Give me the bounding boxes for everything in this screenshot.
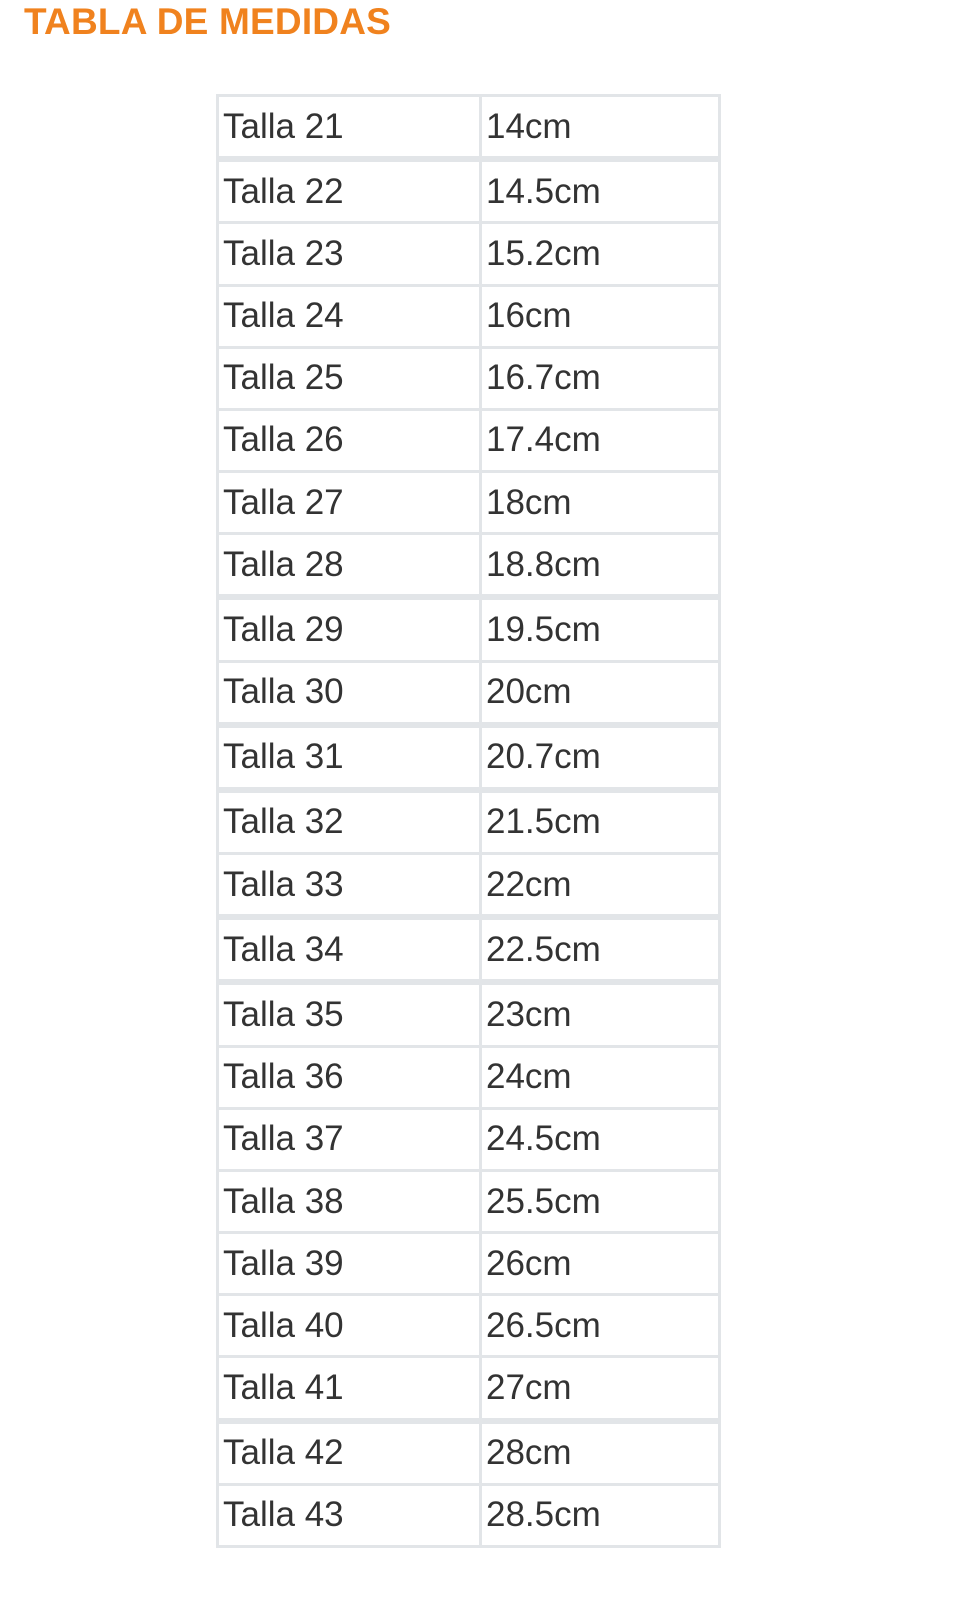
page-title: TABLA DE MEDIDAS [24,1,392,42]
table-row [219,600,718,662]
size-cell: Talla 33 [219,855,482,914]
length-cell: 26.5cm [486,1305,601,1345]
length-cell: 21.5cm [486,802,601,842]
table-row [219,728,718,793]
table-row [219,1234,718,1296]
length-cell: 15.2cm [486,233,601,273]
length-cell: 24cm [486,1057,572,1097]
length-cell: 22.5cm [486,929,601,969]
size-cell: Talla 43 [219,1486,482,1545]
length-cell: 19.5cm [486,609,601,649]
length-cell: 26cm [486,1243,572,1283]
table-row [219,162,718,224]
length-cell: 23cm [486,994,572,1034]
size-cell: Talla 24 [219,287,482,346]
length-cell: 14.5cm [486,171,601,211]
length-cell: 22cm [486,864,572,904]
length-cell: 28cm [486,1433,572,1473]
table-row [219,855,718,920]
table-row [219,985,718,1047]
size-cell: Talla 27 [219,473,482,532]
table-row [219,97,718,162]
size-cell: Talla 23 [219,224,482,283]
table-row [219,663,718,728]
length-cell: 24.5cm [486,1119,601,1159]
table-row [219,411,718,473]
size-cell: Talla 36 [219,1048,482,1107]
size-cell: Talla 40 [219,1296,482,1355]
size-cell: Talla 38 [219,1172,482,1231]
size-cell: Talla 41 [219,1358,482,1417]
size-cell: Talla 37 [219,1110,482,1169]
size-cell: Talla 21 [219,97,482,156]
table-row [219,1486,718,1545]
size-cell: Talla 39 [219,1234,482,1293]
size-table [216,94,721,1548]
size-cell: Talla 22 [219,162,482,221]
table-row [219,1424,718,1486]
size-cell: Talla 34 [219,920,482,979]
length-cell: 27cm [486,1368,572,1408]
table-row [219,793,718,855]
size-cell: Talla 25 [219,349,482,408]
size-cell: Talla 32 [219,793,482,852]
size-cell: Talla 26 [219,411,482,470]
size-cell: Talla 35 [219,985,482,1044]
size-cell: Talla 29 [219,600,482,659]
length-cell: 28.5cm [486,1495,601,1535]
length-cell: 20cm [486,672,572,712]
size-cell: Talla 30 [219,663,482,722]
table-row [219,349,718,411]
length-cell: 25.5cm [486,1181,601,1221]
length-cell: 18.8cm [486,544,601,584]
size-cell: Talla 28 [219,535,482,594]
table-row [219,1172,718,1234]
table-row [219,535,718,600]
size-cell: Talla 42 [219,1424,482,1483]
table-row [219,287,718,349]
length-cell: 16cm [486,296,572,336]
table-row [219,1358,718,1423]
length-cell: 14cm [486,106,572,146]
table-row [219,1296,718,1358]
table-row [219,224,718,286]
table-row [219,473,718,535]
table-row [219,1110,718,1172]
table-row [219,920,718,985]
size-cell: Talla 31 [219,728,482,787]
length-cell: 20.7cm [486,737,601,777]
length-cell: 16.7cm [486,358,601,398]
length-cell: 17.4cm [486,420,601,460]
table-row [219,1048,718,1110]
length-cell: 18cm [486,482,572,522]
